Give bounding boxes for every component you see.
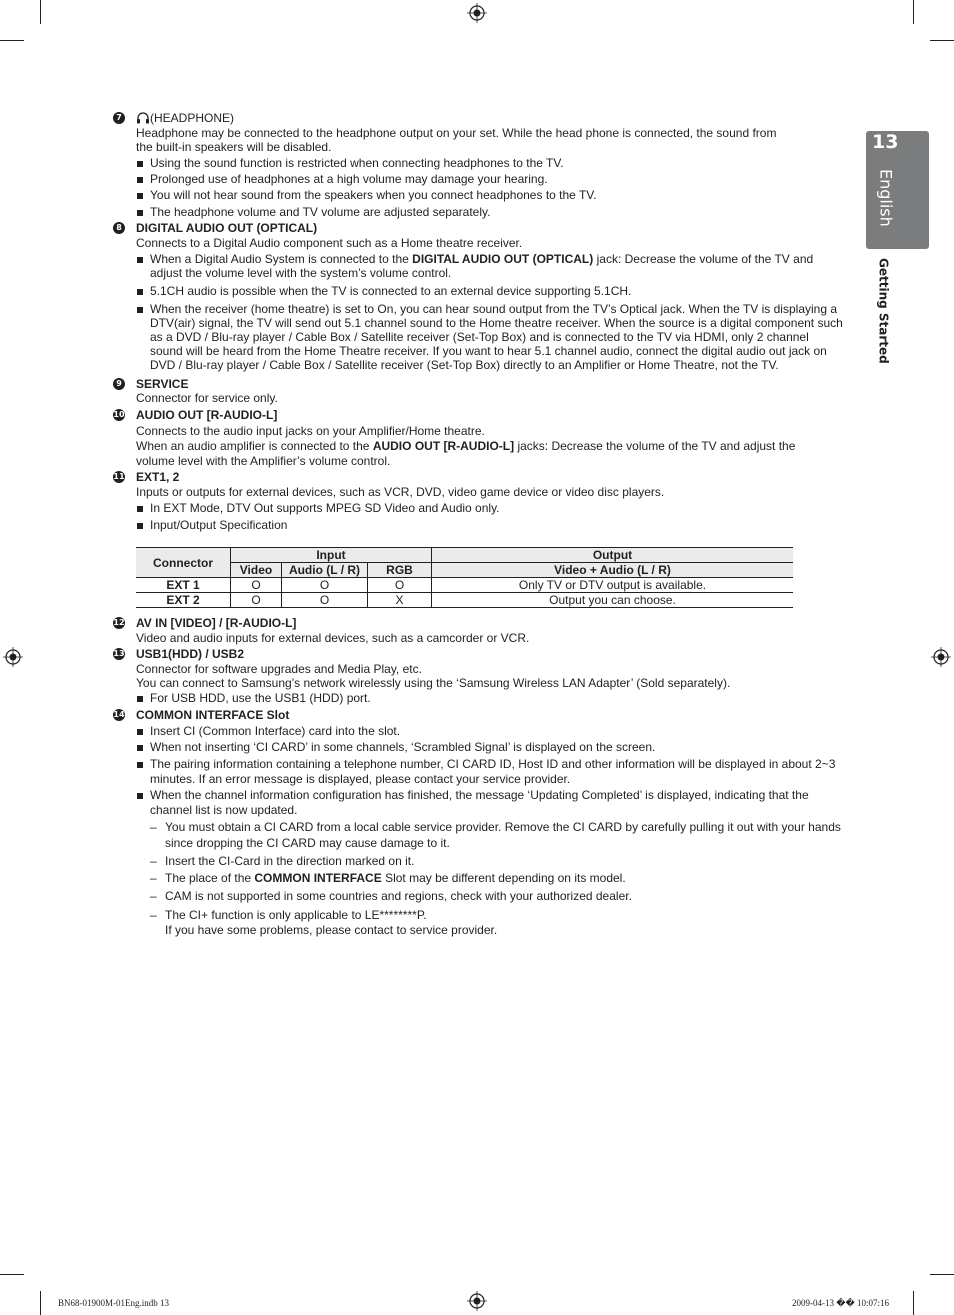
crop-mark bbox=[930, 40, 954, 41]
item-text: Connector for service only. bbox=[136, 391, 278, 406]
list-item: When a Digital Audio System is connected to the DIGITAL AUDIO OUT (OPTICAL) jack: Decrease the volume of the TV and adjust the volume level with the system’s volume control. bbox=[136, 252, 843, 281]
item-title: COMMON INTERFACE Slot bbox=[136, 707, 290, 722]
list-item: When not inserting ‘CI CARD’ in some channels, ‘Scrambled Signal’ is displayed on the screen. bbox=[136, 740, 843, 755]
list-item: Insert CI (Common Interface) card into the slot. bbox=[136, 724, 843, 739]
item-number: 14 bbox=[113, 709, 125, 719]
item-headphone bbox=[113, 111, 843, 219]
list-item: When the channel information configuration has finished, the message ‘Updating Completed’ is displayed, indicating that the channel list is now updated. bbox=[136, 788, 843, 817]
table-row bbox=[136, 593, 793, 608]
list-item: – CAM is not supported in some countries and regions, check with your authorized dealer. bbox=[136, 889, 843, 904]
table-header: Video bbox=[231, 563, 282, 578]
item-digital-audio-out bbox=[113, 221, 843, 372]
item-number: 10 bbox=[113, 409, 125, 419]
page-content bbox=[113, 111, 843, 940]
item-title: EXT1, 2 bbox=[136, 470, 180, 485]
headphone-icon bbox=[136, 112, 150, 124]
item-text: Video and audio inputs for external devices, such as a camcorder or VCR. bbox=[136, 630, 530, 645]
list-item: You will not hear sound from the speakers when you connect headphones to the TV. bbox=[136, 188, 843, 203]
table-cell: EXT 2 bbox=[136, 593, 231, 608]
item-usb bbox=[113, 647, 843, 705]
item-text: Connects to a Digital Audio component such as a Home theatre receiver. bbox=[136, 235, 523, 250]
item-title: AUDIO OUT [R-AUDIO-L] bbox=[136, 407, 278, 422]
list-item: – The place of the COMMON INTERFACE Slot may be different depending on its model. bbox=[136, 871, 843, 886]
table-cell: Only TV or DTV output is available. bbox=[432, 578, 794, 593]
list-item: For USB HDD, use the USB1 (HDD) port. bbox=[136, 691, 843, 706]
item-number: 8 bbox=[113, 222, 125, 234]
list-item: – Insert the CI-Card in the direction marked on it. bbox=[136, 854, 843, 869]
item-audio-out bbox=[113, 408, 843, 468]
item-number: 12 bbox=[113, 618, 125, 628]
table-cell: O bbox=[282, 578, 368, 593]
item-number: 9 bbox=[113, 378, 125, 390]
page-number: 13 bbox=[872, 131, 899, 153]
item-common-interface bbox=[113, 708, 843, 938]
item-text: You can connect to Samsung’s network wirelessly using the ‘Samsung Wireless LAN Adapter’ (Sold separately). bbox=[136, 676, 731, 691]
table-header: Connector bbox=[136, 548, 231, 578]
footer-file-info: BN68-01900M-01Eng.indb 13 bbox=[58, 1298, 169, 1308]
table-header: Input bbox=[231, 548, 432, 563]
registration-mark-icon bbox=[467, 1291, 487, 1311]
table-cell: X bbox=[368, 593, 432, 608]
list-item: – The CI+ function is only applicable to LE********P. If you have some problems, please contact to service provider. bbox=[136, 908, 843, 938]
list-item: 5.1CH audio is possible when the TV is connected to an external device supporting 5.1CH. bbox=[136, 284, 843, 299]
table-cell: O bbox=[282, 593, 368, 608]
table-cell: O bbox=[231, 593, 282, 608]
list-item: The pairing information containing a telephone number, CI CARD ID, Host ID and other information will be displayed in about 2~3 minutes. If an error message is displayed, please contact your service provider. bbox=[136, 757, 843, 786]
crop-mark bbox=[40, 0, 41, 24]
page-tab bbox=[866, 131, 929, 249]
item-title: (HEADPHONE) bbox=[150, 111, 235, 125]
item-text: Connects to the audio input jacks on your Amplifier/Home theatre. bbox=[136, 424, 485, 439]
list-item: When the receiver (home theatre) is set to On, you can hear sound output from the TV’s Optical jack. When the TV is displaying a DTV(air) signal, the TV will send out 5.1 channel sound to the Home theatre receiver. When the source is a digital component such as a DVD / Blu-ray player / Cable Box / Satellite receiver (Set-Top Box) and is connected to the TV via HDMI, only 2 channel sound will be heard from the Home Theatre receiver. If you want to hear 5.1 channel audio, connect the digital audio out jack on DVD / Blu-ray player / Cable Box / Satellite receiver (Set-Top Box) directly to an Amplifier or Home Theatre, not the TV. bbox=[136, 302, 843, 373]
item-service bbox=[113, 377, 843, 406]
list-item: In EXT Mode, DTV Out supports MPEG SD Video and Audio only. bbox=[136, 501, 843, 516]
item-title: USB1(HDD) / USB2 bbox=[136, 647, 245, 662]
crop-mark bbox=[0, 1274, 24, 1275]
item-title: AV IN [VIDEO] / [R-AUDIO-L] bbox=[136, 616, 297, 631]
registration-mark-icon bbox=[3, 647, 23, 667]
crop-mark bbox=[913, 1291, 914, 1315]
crop-mark bbox=[40, 1291, 41, 1315]
list-item: – You must obtain a CI CARD from a local cable service provider. Remove the CI CARD by carefully pulling it out with your hands since dropping the CI CARD may cause damage to it. bbox=[136, 820, 843, 851]
registration-mark-icon bbox=[467, 3, 487, 23]
footer-timestamp: 2009-04-13 �� 10:07:16 bbox=[792, 1298, 889, 1308]
item-av-in bbox=[113, 616, 843, 645]
list-item: Using the sound function is restricted when connecting headphones to the TV. bbox=[136, 156, 843, 171]
registration-mark-icon bbox=[931, 647, 951, 667]
item-number: 13 bbox=[113, 649, 125, 659]
list-item: The headphone volume and TV volume are adjusted separately. bbox=[136, 205, 843, 220]
table-cell: O bbox=[231, 578, 282, 593]
item-title: SERVICE bbox=[136, 376, 189, 391]
item-text: Headphone may be connected to the headphone output on your set. While the head phone is connected, the sound from the built-in speakers will be disabled. bbox=[136, 125, 777, 155]
language-label: English bbox=[876, 169, 896, 227]
crop-mark bbox=[930, 1274, 954, 1275]
table-header: Video + Audio (L / R) bbox=[432, 563, 794, 578]
list-item: Prolonged use of headphones at a high volume may damage your hearing. bbox=[136, 172, 843, 187]
list-item: Input/Output Specification bbox=[136, 518, 843, 533]
crop-mark bbox=[0, 40, 24, 41]
section-label: Getting Started bbox=[876, 258, 891, 364]
io-spec-table bbox=[136, 547, 793, 608]
item-text: When an audio amplifier is connected to the AUDIO OUT [R-AUDIO-L] jacks: Decrease the volume of the TV and adjust the volume level with the Amplifier’s volume control. bbox=[136, 439, 796, 468]
crop-mark bbox=[913, 0, 914, 24]
table-row bbox=[136, 578, 793, 593]
item-text: Inputs or outputs for external devices, such as VCR, DVD, video game device or video disc players. bbox=[136, 484, 665, 499]
item-text: Connector for software upgrades and Media Play, etc. bbox=[136, 661, 422, 676]
item-number: 11 bbox=[113, 472, 125, 482]
item-title: DIGITAL AUDIO OUT (OPTICAL) bbox=[136, 221, 318, 236]
table-header: Output bbox=[432, 548, 794, 563]
table-cell: Output you can choose. bbox=[432, 593, 794, 608]
table-cell: EXT 1 bbox=[136, 578, 231, 593]
item-number: 7 bbox=[113, 112, 125, 124]
table-header: Audio (L / R) bbox=[282, 563, 368, 578]
item-ext bbox=[113, 470, 843, 608]
table-cell: O bbox=[368, 578, 432, 593]
table-header: RGB bbox=[368, 563, 432, 578]
